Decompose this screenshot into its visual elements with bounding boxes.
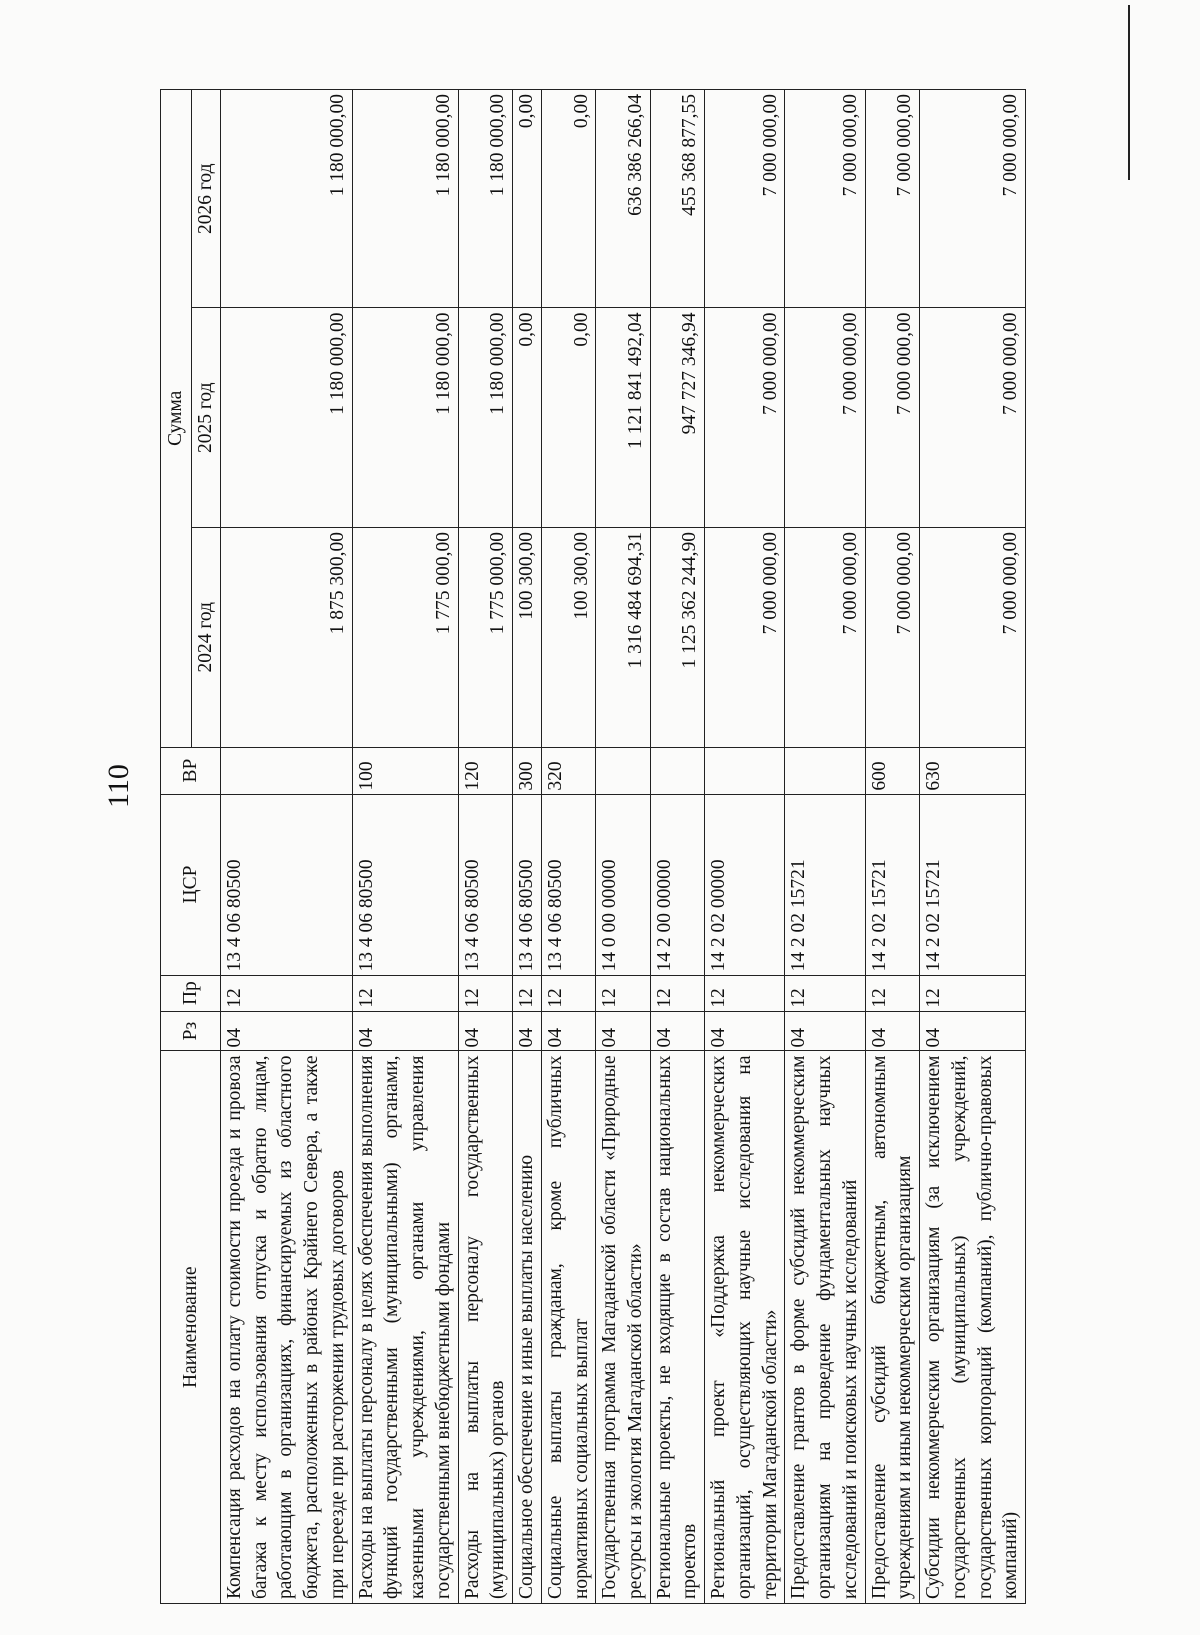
row-name: Расходы на выплаты персоналу государственных (муниципальных) органов (458, 1051, 512, 1604)
row-sum-2024: 7 000 000,00 (705, 527, 785, 747)
table-row (458, 90, 512, 1604)
row-sum-2026: 1 180 000,00 (458, 90, 512, 308)
row-sum-2024: 1 775 000,00 (352, 527, 458, 747)
row-sum-2026: 7 000 000,00 (920, 90, 1026, 308)
row-sum-2026: 0,00 (541, 90, 595, 308)
row-name: Предоставление грантов в форме субсидий некоммерческим организациям на проведение фундаментальных научных исследований и поисковых научных исследований (785, 1051, 865, 1604)
row-vr (705, 747, 785, 794)
col-header-vr: ВР (161, 747, 221, 794)
row-vr: 120 (458, 747, 512, 794)
row-sum-2024: 100 300,00 (541, 527, 595, 747)
row-name: Региональные проекты, не входящие в состав национальных проектов (650, 1051, 704, 1604)
row-sum-2025: 7 000 000,00 (865, 308, 919, 528)
col-header-2024: 2024 год (192, 527, 221, 747)
table-row (920, 90, 1026, 1604)
row-csr: 13 4 06 80500 (221, 794, 353, 975)
col-header-2026: 2026 год (192, 90, 221, 308)
row-rz: 04 (865, 1011, 919, 1051)
row-rz: 04 (513, 1011, 542, 1051)
row-csr: 14 0 00 00000 (596, 794, 650, 975)
row-sum-2025: 7 000 000,00 (920, 308, 1026, 528)
row-vr (650, 747, 704, 794)
row-rz: 04 (785, 1011, 865, 1051)
row-csr: 13 4 06 80500 (458, 794, 512, 975)
row-sum-2026: 1 180 000,00 (221, 90, 353, 308)
row-sum-2024: 7 000 000,00 (865, 527, 919, 747)
table-row (541, 90, 595, 1604)
table-row (596, 90, 650, 1604)
scan-edge-line (1128, 5, 1130, 180)
table-row (352, 90, 458, 1604)
row-csr: 14 2 02 15721 (865, 794, 919, 975)
col-header-csr: ЦСР (161, 794, 221, 975)
row-pr: 12 (221, 975, 353, 1011)
col-header-rz: Рз (161, 1011, 221, 1051)
row-sum-2025: 1 121 841 492,04 (596, 308, 650, 528)
row-csr: 13 4 06 80500 (541, 794, 595, 975)
row-vr: 600 (865, 747, 919, 794)
row-pr: 12 (650, 975, 704, 1011)
col-header-2025: 2025 год (192, 308, 221, 528)
row-csr: 14 2 00 00000 (650, 794, 704, 975)
row-name: Расходы на выплаты персоналу в целях обеспечения выполнения функций государственными (муниципальными) органами, казенными учреждениями, органами управления государственными внебюджетными фондами (352, 1051, 458, 1604)
row-rz: 04 (221, 1011, 353, 1051)
row-sum-2026: 7 000 000,00 (705, 90, 785, 308)
row-sum-2026: 636 386 266,04 (596, 90, 650, 308)
row-sum-2024: 1 316 484 694,31 (596, 527, 650, 747)
table-row (785, 90, 865, 1604)
row-sum-2024: 100 300,00 (513, 527, 542, 747)
row-sum-2026: 455 368 877,55 (650, 90, 704, 308)
row-rz: 04 (705, 1011, 785, 1051)
row-rz: 04 (541, 1011, 595, 1051)
row-sum-2025: 1 180 000,00 (221, 308, 353, 528)
table-row (865, 90, 919, 1604)
row-pr: 12 (920, 975, 1026, 1011)
table-row (513, 90, 542, 1604)
row-sum-2025: 7 000 000,00 (785, 308, 865, 528)
table-row (705, 90, 785, 1604)
row-rz: 04 (458, 1011, 512, 1051)
row-csr: 13 4 06 80500 (352, 794, 458, 975)
page-number: 110 (102, 764, 135, 808)
row-sum-2025: 1 180 000,00 (352, 308, 458, 528)
row-name: Государственная программа Магаданской области «Природные ресурсы и экология Магаданской области» (596, 1051, 650, 1604)
table-row (650, 90, 704, 1604)
row-pr: 12 (541, 975, 595, 1011)
col-header-pr: Пр (161, 975, 221, 1011)
row-name: Социальное обеспечение и иные выплаты населению (513, 1051, 542, 1604)
row-name: Компенсация расходов на оплату стоимости проезда и провоза багажа к месту использования отпуска и обратно лицам, работающим в организациях, финансируемых из областного бюджета, расположенных в районах Крайнего Севера, а также при переезде при расторжении трудовых договоров (221, 1051, 353, 1604)
row-name: Региональный проект «Поддержка некоммерческих организаций, осуществляющих научные исследования на территории Магаданской области» (705, 1051, 785, 1604)
row-sum-2024: 7 000 000,00 (785, 527, 865, 747)
row-sum-2026: 7 000 000,00 (865, 90, 919, 308)
col-header-name: Наименование (161, 1051, 221, 1604)
row-pr: 12 (785, 975, 865, 1011)
col-header-sum: Сумма (161, 90, 192, 748)
row-rz: 04 (920, 1011, 1026, 1051)
row-name: Социальные выплаты гражданам, кроме публичных нормативных социальных выплат (541, 1051, 595, 1604)
row-sum-2025: 7 000 000,00 (705, 308, 785, 528)
row-vr: 100 (352, 747, 458, 794)
row-vr: 320 (541, 747, 595, 794)
row-rz: 04 (596, 1011, 650, 1051)
row-csr: 13 4 06 80500 (513, 794, 542, 975)
row-sum-2025: 0,00 (541, 308, 595, 528)
rotated-table-container (160, 89, 1048, 1604)
row-sum-2024: 7 000 000,00 (920, 527, 1026, 747)
row-pr: 12 (458, 975, 512, 1011)
row-pr: 12 (352, 975, 458, 1011)
row-csr: 14 2 02 15721 (920, 794, 1026, 975)
row-pr: 12 (513, 975, 542, 1011)
row-rz: 04 (352, 1011, 458, 1051)
row-sum-2026: 0,00 (513, 90, 542, 308)
row-sum-2025: 1 180 000,00 (458, 308, 512, 528)
row-vr (221, 747, 353, 794)
row-sum-2025: 947 727 346,94 (650, 308, 704, 528)
row-sum-2024: 1 875 300,00 (221, 527, 353, 747)
row-pr: 12 (865, 975, 919, 1011)
row-name: Предоставление субсидий бюджетным, автономным учреждениям и иным некоммерческим организациям (865, 1051, 919, 1604)
row-pr: 12 (596, 975, 650, 1011)
row-vr (785, 747, 865, 794)
row-csr: 14 2 02 15721 (785, 794, 865, 975)
row-csr: 14 2 02 00000 (705, 794, 785, 975)
row-rz: 04 (650, 1011, 704, 1051)
row-sum-2024: 1 125 362 244,90 (650, 527, 704, 747)
budget-table (160, 89, 1026, 1604)
table-row (221, 90, 353, 1604)
row-sum-2026: 7 000 000,00 (785, 90, 865, 308)
row-vr: 630 (920, 747, 1026, 794)
row-sum-2024: 1 775 000,00 (458, 527, 512, 747)
row-vr: 300 (513, 747, 542, 794)
row-vr (596, 747, 650, 794)
row-sum-2026: 1 180 000,00 (352, 90, 458, 308)
row-sum-2025: 0,00 (513, 308, 542, 528)
row-pr: 12 (705, 975, 785, 1011)
row-name: Субсидии некоммерческим организациям (за исключением государственных (муниципальных) учреждений, государственных корпораций (компаний), публично-правовых компаний) (920, 1051, 1026, 1604)
